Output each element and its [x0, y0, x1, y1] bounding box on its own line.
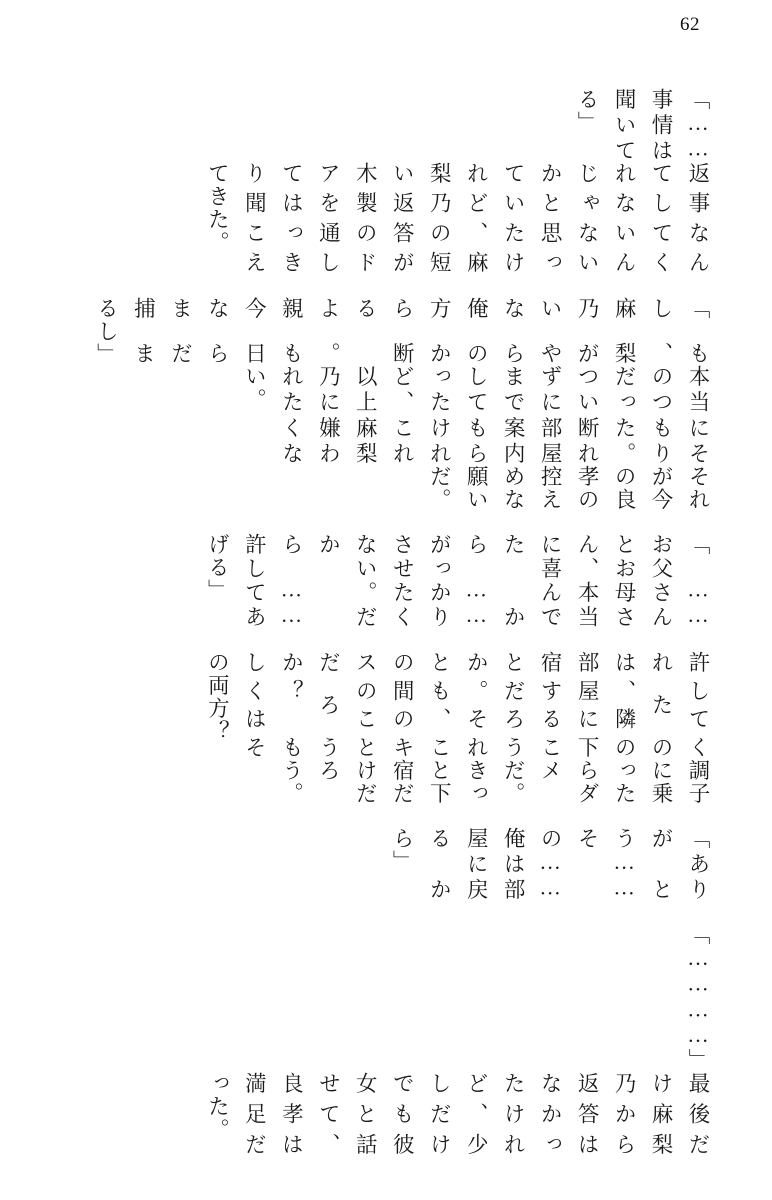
paragraph: 「ありがとう……その……俺は部屋に戻るから」 [390, 826, 710, 902]
paragraph: 「もし、麻梨乃がいやなら俺の方から断るよ。親も今日ならまだ捕まるし」 [94, 296, 710, 366]
paragraph: 許してくれたのは、隣の部屋に下宿することだろうか。それとも、この間のキスのことだろうか？ もしくはその両方？ [205, 650, 710, 759]
paragraph: それが今の良孝の控えめな願いだ。 [427, 464, 710, 512]
page-number: 62 [680, 14, 700, 35]
paragraph: 「……事情は聞いてる」 [575, 88, 710, 163]
paragraph: 「……お父さんとお母さん、本当に喜んでたから……がっかりさせたくない。だから……許してあげる」 [205, 533, 710, 629]
paragraph: 「…………」 [686, 923, 710, 1072]
paragraph: 返事なんてしてくれないんじゃないかと思っていたけれど、麻梨乃の短い返答が木製のドアを通してはっきり聞こえてきた。 [205, 162, 710, 275]
paragraph: 調子に乗ったらダメだ。きっと下宿だけだろう。 [279, 758, 710, 805]
paragraph: 本当にそのつもりだった。つい断れずに部屋まで案内してもらったけれど、これ以上麻梨乃に嫌われたくない。 [242, 364, 710, 465]
vertical-text-body [56, 66, 716, 1156]
paragraph: 最後だけ麻梨乃から返答はなかったけれど、少しだけでも彼女と話せて、良孝は満足だった。 [205, 1071, 710, 1156]
